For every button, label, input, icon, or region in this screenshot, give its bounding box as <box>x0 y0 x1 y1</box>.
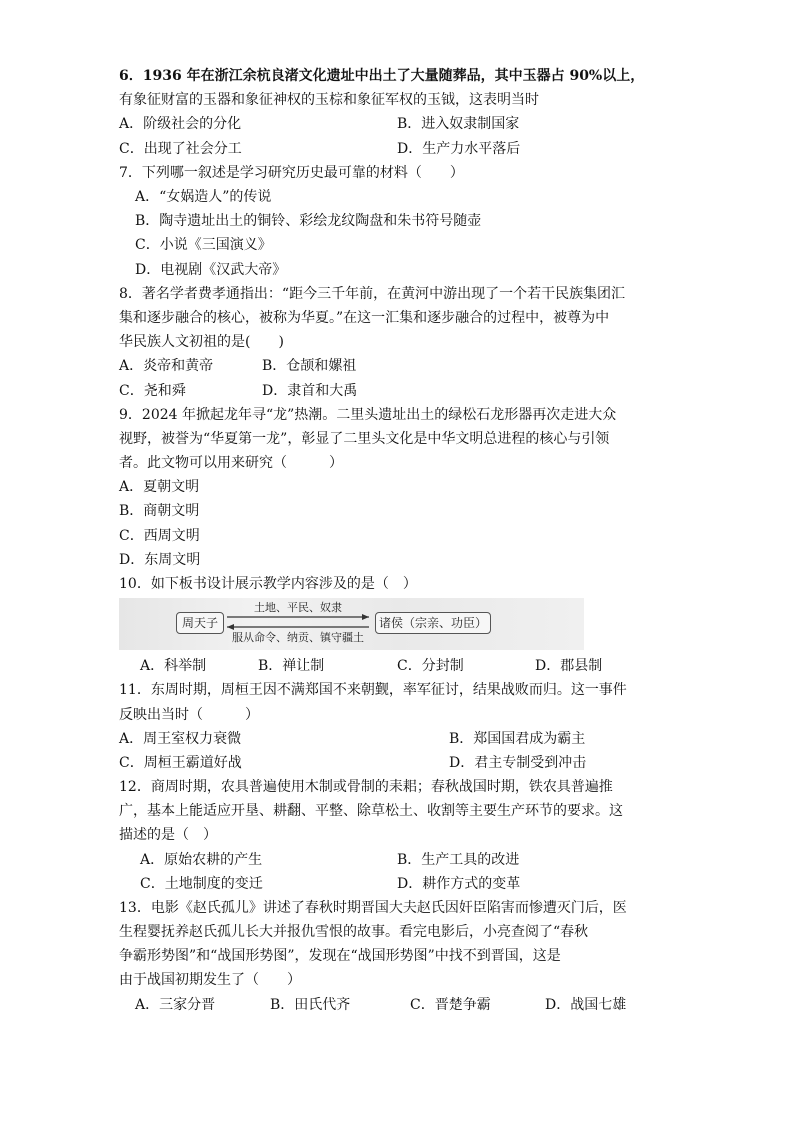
question-8-option-b: B．仓颉和嫘祖 <box>262 358 357 374</box>
question-10-text: 10．如下板书设计展示教学内容涉及的是（ ） <box>119 576 417 592</box>
diagram-top-arrow-label: 土地、平民、奴隶 <box>254 601 342 614</box>
question-9-option-d: D．东周文明 <box>119 552 201 568</box>
question-8-text-cont2: 华民族人文初祖的是( ) <box>119 334 284 350</box>
arrow-top-head <box>362 614 369 620</box>
question-9-option-c: C．西周文明 <box>119 528 200 544</box>
question-12-option-b: B．生产工具的改进 <box>397 852 520 868</box>
question-13-option-a: A．三家分晋 <box>135 997 216 1013</box>
question-6-text-cont: 有象征财富的玉器和象征神权的玉棕和象征军权的玉钺，这表明当时 <box>119 92 539 108</box>
question-10-option-b: B．禅让制 <box>258 658 325 674</box>
question-12-text-cont: 广，基本上能适应开垦、耕翻、平整、除草松土、收割等主要生产环节的要求。这 <box>119 803 623 819</box>
question-7-option-c: C．小说《三国演义》 <box>135 237 272 253</box>
question-7-option-b: B．陶寺遗址出土的铜铃、彩绘龙纹陶盘和朱书符号随壶 <box>135 213 482 229</box>
question-10-option-a: A．科举制 <box>140 658 207 674</box>
question-11-option-a: A．周王室权力衰微 <box>119 731 242 747</box>
question-8-text: 8．著名学者费孝通指出：“距今三千年前，在黄河中游出现了一个若干民族集团汇 <box>119 286 626 302</box>
question-6-option-a: A．阶级社会的分化 <box>119 116 242 132</box>
arrow-bottom-head <box>227 624 234 630</box>
question-10-option-c: C．分封制 <box>397 658 464 674</box>
question-7-text: 7．下列哪一叙述是学习研究历史最可靠的材料（ ） <box>119 165 464 181</box>
question-8-option-d: D．隶首和大禹 <box>262 383 358 399</box>
question-11-text-cont: 反映出当时（ ） <box>119 707 259 723</box>
board-diagram <box>119 598 584 650</box>
question-11-option-b: B．郑国国君成为霸主 <box>449 731 586 747</box>
question-8-option-c: C．尧和舜 <box>119 383 186 399</box>
diagram-bottom-arrow-label: 服从命令、纳贡、镇守疆土 <box>232 631 364 644</box>
question-13-text: 13．电影《赵氏孤儿》讲述了春秋时期晋国大夫赵氏因奸臣陷害而惨遭灭门后，医 <box>119 900 627 916</box>
question-9-text-cont: 视野，被誉为“华夏第一龙”，彰显了二里头文化是中华文明总进程的核心与引领 <box>119 431 610 447</box>
diagram-box-zhou-king: 周天子 <box>176 612 224 634</box>
question-7-option-a: A．“女娲造人”的传说 <box>135 189 272 205</box>
question-11-option-d: D．君主专制受到冲击 <box>449 755 587 771</box>
question-10-option-d: D．郡县制 <box>535 658 603 674</box>
diagram-box-vassals: 诸侯（宗亲、功臣） <box>375 612 491 634</box>
question-6-option-c: C．出现了社会分工 <box>119 141 242 157</box>
question-12-option-d: D．耕作方式的变革 <box>397 876 521 892</box>
question-8-option-a: A．炎帝和黄帝 <box>119 358 214 374</box>
question-9-text: 9．2024 年掀起龙年寻“龙”热潮。二里头遗址出土的绿松石龙形器再次走进大众 <box>119 407 617 423</box>
question-8-text-cont: 集和逐步融合的核心，被称为华夏。”在这一汇集和逐步融合的过程中，被尊为中 <box>119 310 610 326</box>
question-6-option-d: D．生产力水平落后 <box>397 141 521 157</box>
question-11-option-c: C．周桓王霸道好战 <box>119 755 242 771</box>
question-12-text-cont2: 描述的是（ ） <box>119 827 217 843</box>
question-7-option-d: D．电视剧《汉武大帝》 <box>135 262 287 278</box>
question-13-option-b: B．田氏代齐 <box>270 997 351 1013</box>
question-6-text: 6．1936 年在浙江余杭良渚文化遗址中出土了大量随葬品，其中玉器占 90%以上， <box>119 68 645 84</box>
question-9-option-a: A．夏朝文明 <box>119 479 200 495</box>
question-9-option-b: B．商朝文明 <box>119 503 200 519</box>
question-12-option-c: C．土地制度的变迁 <box>140 876 263 892</box>
question-13-text-cont: 生程婴抚养赵氏孤儿长大并报仇雪恨的故事。看完电影后，小亮查阅了“春秋 <box>119 924 589 940</box>
question-12-option-a: A．原始农耕的产生 <box>140 852 263 868</box>
question-12-text: 12．商周时期，农具普遍使用木制或骨制的耒耜；春秋战国时期，铁农具普遍推 <box>119 779 613 795</box>
question-11-text: 11．东周时期，周桓王因不满郑国不来朝觐，率军征讨，结果战败而归。这一事件 <box>119 682 627 698</box>
question-6-option-b: B．进入奴隶制国家 <box>397 116 520 132</box>
question-13-option-d: D．战国七雄 <box>545 997 627 1013</box>
question-9-text-cont2: 者。此文物可以用来研究（ ） <box>119 455 343 471</box>
question-13-text-cont3: 由于战国初期发生了（ ） <box>119 972 301 988</box>
question-13-option-c: C．晋楚争霸 <box>410 997 491 1013</box>
question-13-text-cont2: 争霸形势图”和“战国形势图”，发现在“战国形势图”中找不到晋国，这是 <box>119 948 561 964</box>
